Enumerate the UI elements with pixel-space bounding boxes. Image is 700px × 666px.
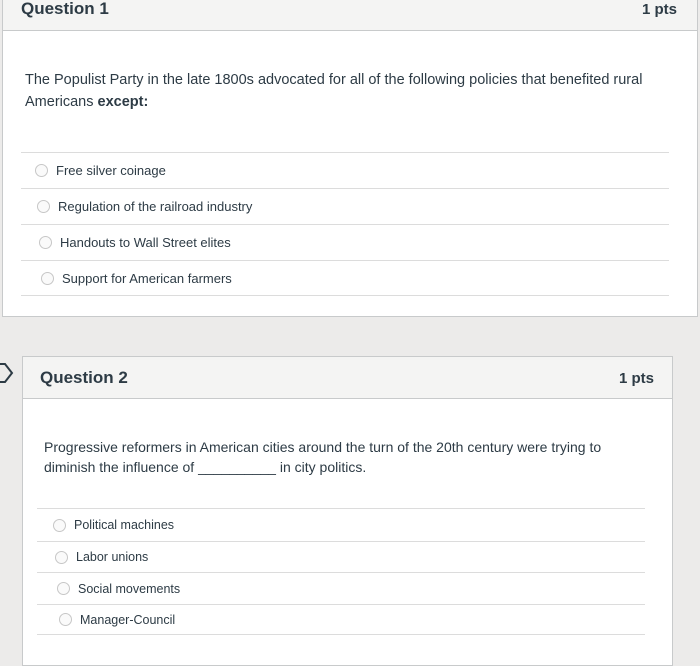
- question-1-points: 1 pts: [641, 1, 677, 18]
- question-1-text-main: The Populist Party in the late 1800s advocated for all of the following policies that benefited rural Americans: [25, 72, 643, 110]
- question-2-points: 1 pts: [618, 370, 654, 387]
- answer-label: Political machines: [74, 518, 175, 532]
- answer-label: Support for American farmers: [62, 270, 232, 286]
- radio-button[interactable]: [39, 236, 52, 249]
- radio-button[interactable]: [53, 519, 66, 532]
- question-1-text: [25, 69, 675, 113]
- radio-button[interactable]: [55, 551, 68, 564]
- current-question-arrow-icon: [0, 362, 14, 384]
- question-1-card: [2, 0, 698, 317]
- answer-label: Labor unions: [76, 550, 149, 564]
- question-2-answers: [37, 508, 645, 635]
- answer-label: Manager-Council: [80, 612, 176, 627]
- answer-label: Handouts to Wall Street elites: [60, 235, 231, 250]
- radio-button[interactable]: [59, 613, 72, 626]
- question-1-answers: [21, 152, 669, 296]
- question-2-blank: __________: [198, 459, 276, 475]
- answer-option[interactable]: [21, 224, 669, 260]
- question-2-text-after: in city politics.: [275, 459, 367, 475]
- answer-option[interactable]: [21, 188, 669, 224]
- answer-label: Regulation of the railroad industry: [58, 199, 253, 214]
- question-2-title: Question 2: [40, 368, 128, 387]
- radio-button[interactable]: [41, 272, 54, 285]
- question-2-header: [23, 357, 672, 399]
- question-2-text-before: Progressive reformers in American cities around the turn of the 20th century were trying to diminish the influence of: [44, 439, 602, 475]
- answer-option[interactable]: [21, 260, 669, 296]
- radio-button[interactable]: [37, 200, 50, 213]
- answer-option[interactable]: [37, 604, 645, 635]
- answer-label: Free silver coinage: [56, 163, 166, 178]
- radio-button[interactable]: [57, 582, 70, 595]
- question-1-header: [3, 0, 697, 31]
- question-2-card: [22, 356, 673, 666]
- answer-option[interactable]: [37, 508, 645, 541]
- answer-option[interactable]: [37, 572, 645, 604]
- question-1-text-emphasis: except:: [97, 94, 149, 110]
- answer-option[interactable]: [21, 152, 669, 188]
- answer-label: Social movements: [78, 581, 181, 596]
- answer-option[interactable]: [37, 541, 645, 572]
- radio-button[interactable]: [35, 164, 48, 177]
- question-2-text: [44, 437, 634, 477]
- question-1-title: Question 1: [21, 0, 109, 18]
